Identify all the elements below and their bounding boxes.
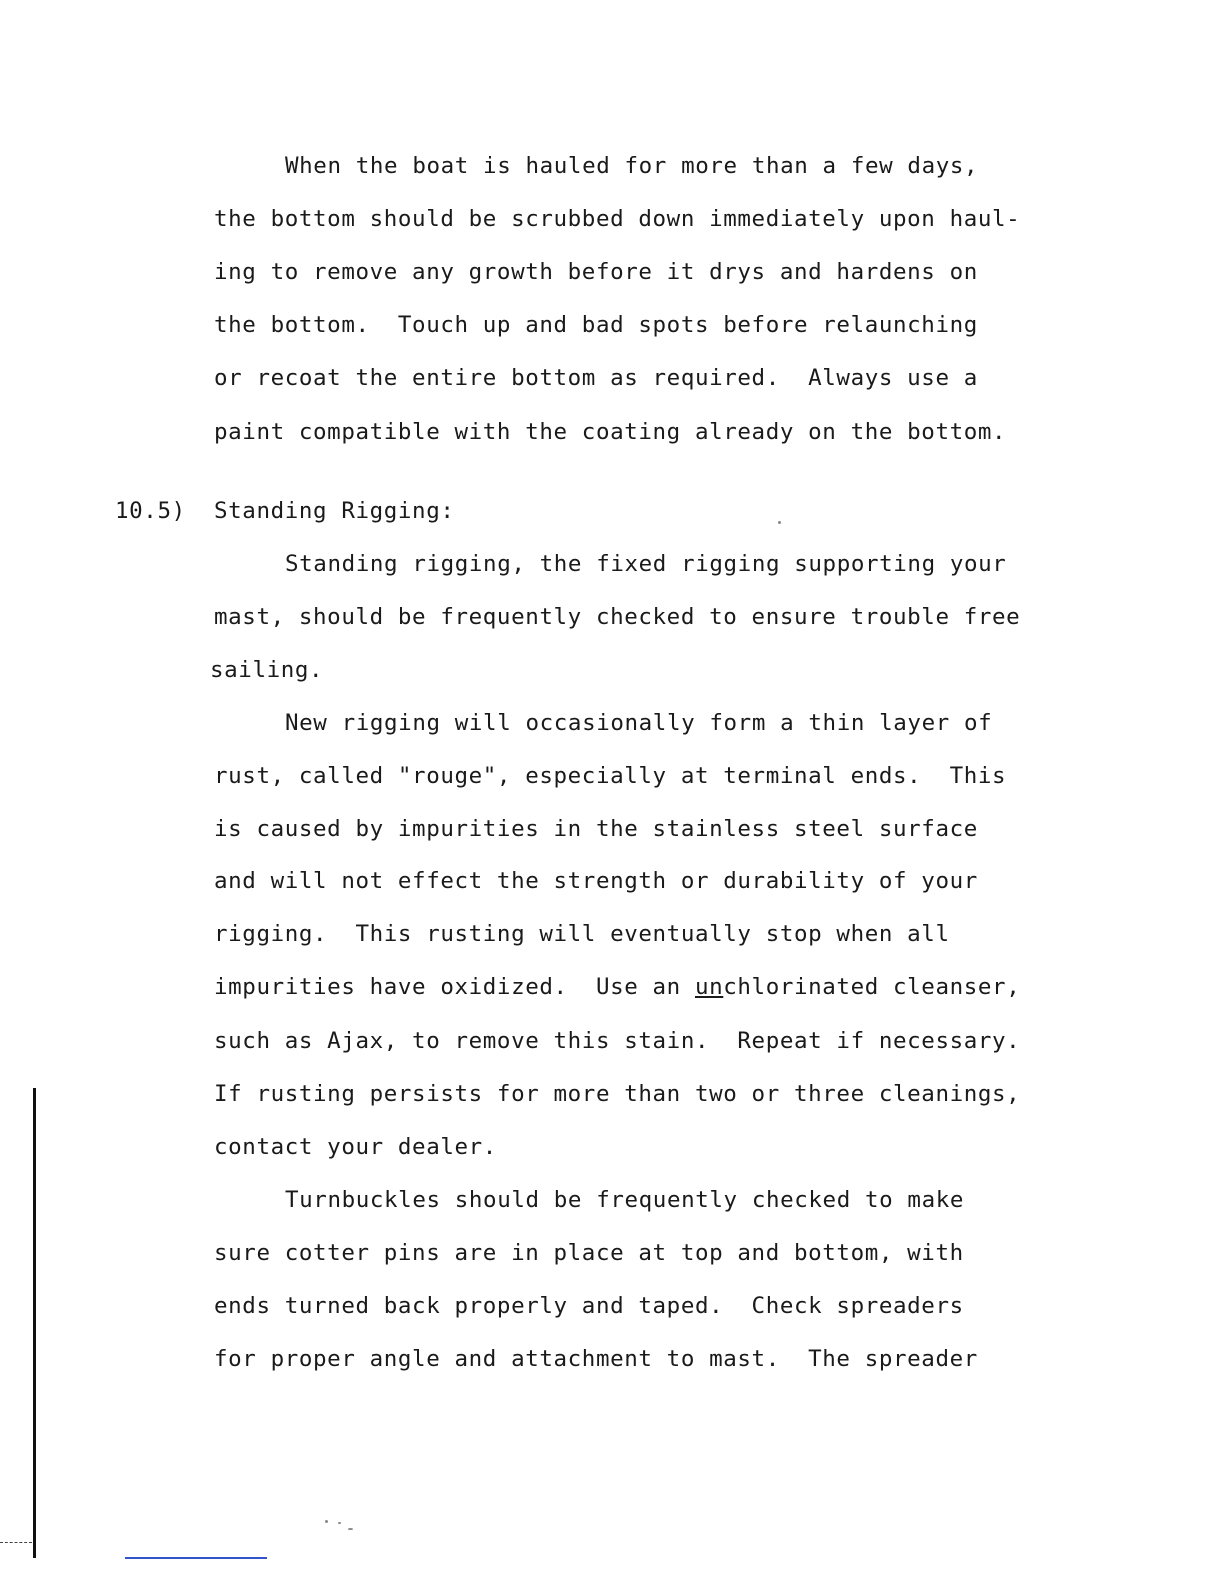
- text-line: sure cotter pins are in place at top and bottom, with: [214, 1240, 964, 1266]
- text-line: [214, 973, 1020, 1001]
- scan-speck: [325, 1520, 328, 1523]
- margin-revision-bar: [33, 1088, 36, 1558]
- text-line: is caused by impurities in the stainless steel surface: [214, 816, 978, 842]
- section-heading: Standing Rigging:: [214, 498, 455, 524]
- scan-blue-rule: [125, 1557, 267, 1559]
- text-line: When the boat is hauled for more than a few days,: [285, 153, 979, 179]
- text-line: for proper angle and attachment to mast. The spreader: [214, 1346, 978, 1372]
- text-line: Turnbuckles should be frequently checked to make: [285, 1187, 965, 1213]
- text-segment: impurities have oxidized. Use an: [214, 974, 695, 1000]
- text-line: mast, should be frequently checked to ensure trouble free: [214, 604, 1021, 630]
- text-line: ends turned back properly and taped. Check spreaders: [214, 1293, 964, 1319]
- text-line: contact your dealer.: [214, 1134, 497, 1160]
- text-line: sailing.: [210, 657, 324, 683]
- text-line: rigging. This rusting will eventually stop when all: [214, 921, 950, 947]
- text-line: ing to remove any growth before it drys and hardens on: [214, 259, 978, 285]
- text-line: Standing rigging, the fixed rigging supporting your: [285, 551, 1007, 577]
- text-line: the bottom should be scrubbed down immediately upon haul-: [214, 206, 1021, 232]
- text-line: and will not effect the strength or durability of your: [214, 868, 978, 894]
- scan-dash-mark: [0, 1542, 32, 1543]
- text-line: New rigging will occasionally form a thin layer of: [285, 710, 993, 736]
- text-line: If rusting persists for more than two or three cleanings,: [214, 1081, 1021, 1107]
- scan-speck: [778, 521, 781, 524]
- text-line: such as Ajax, to remove this stain. Repeat if necessary.: [214, 1028, 1021, 1054]
- section-number: 10.5): [115, 498, 186, 524]
- text-line: rust, called "rouge", especially at terminal ends. This: [214, 763, 1007, 789]
- text-line: or recoat the entire bottom as required. Always use a: [214, 365, 978, 391]
- underlined-text: un: [694, 974, 724, 1000]
- scan-speck: [338, 1522, 341, 1524]
- text-line: paint compatible with the coating already on the bottom.: [214, 419, 1007, 445]
- scan-speck: [348, 1528, 353, 1530]
- text-line: the bottom. Touch up and bad spots before relaunching: [214, 312, 978, 338]
- text-segment: chlorinated cleanser,: [723, 974, 1021, 1000]
